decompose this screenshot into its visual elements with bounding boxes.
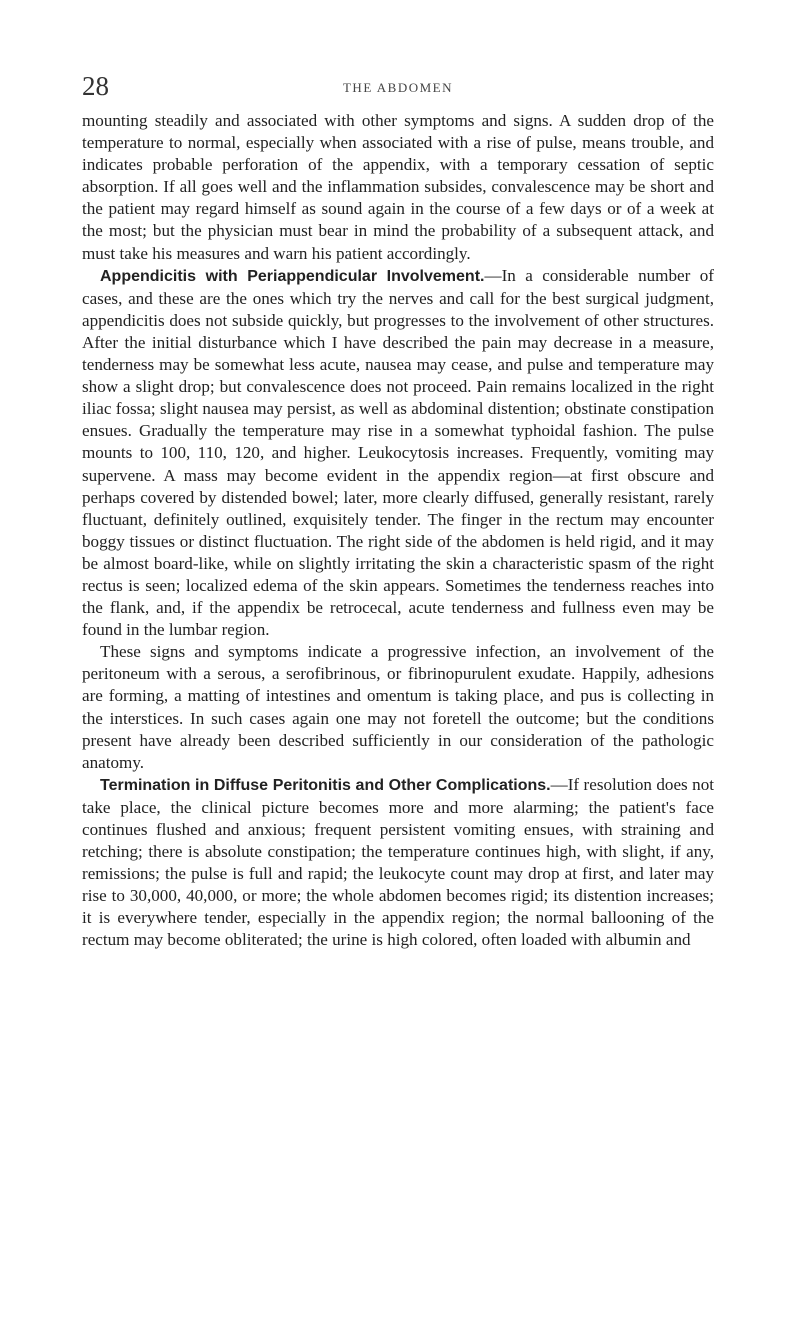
paragraph-diffuse-peritonitis (82, 774, 714, 952)
paragraph-text: mounting steadily and associated with other symptoms and signs. A sudden drop of the temperature to normal, especially when associated with a rise of pulse, means trouble, and indicates probable perforation of the appendix, with a temporary cessation of septic absorption. If all goes well and the inflammation subsides, convalescence may be short and the patient may regard himself as sound again in the course of a few days or of a week at the most; but the physician must bear in mind the probability of a subsequent attack, and must take his measures and warn his patient accordingly. (82, 111, 714, 263)
section-heading-diffuse-peritonitis: Termination in Diffuse Peritonitis and Other Complications. (100, 776, 551, 794)
book-page (82, 70, 714, 952)
paragraph-text: These signs and symptoms indicate a progressive infection, an involvement of the peritoneum with a serous, a serofibrinous, or fibrinopurulent exudate. Happily, adhesions are forming, a matting of intestines and omentum is taking place, and pus is collecting in the interstices. In such cases again one may not foretell the outcome; but the conditions present have already been described sufficiently in our consideration of the pathologic anatomy. (82, 642, 714, 772)
body-text (82, 110, 714, 952)
paragraph-text: —If resolution does not take place, the clinical picture becomes more and more alarming; the patient's face continues flushed and anxious; frequent persistent vomiting ensues, with straining and retching; there is absolute constipation; the temperature continues high, with slight, if any, remissions; the pulse is full and rapid; the leukocyte count may drop at first, and later may rise to 30,000, 40,000, or more; the whole abdomen becomes rigid; its distention increases; it is everywhere tender, especially in the appendix region; the normal ballooning of the rectum may become obliterated; the urine is high colored, often loaded with albumin and (82, 774, 714, 950)
running-head: THE ABDOMEN (342, 80, 454, 95)
page-header (82, 70, 714, 110)
paragraph-signs-symptoms (82, 641, 714, 774)
page-number: 28 (82, 71, 109, 101)
paragraph-continuation (82, 110, 714, 265)
section-heading-periappendicular: Appendicitis with Periappendicular Involvement. (100, 267, 485, 285)
paragraph-text: —In a considerable number of cases, and these are the ones which try the nerves and call for the best surgical judgment, appendicitis does not subside quickly, but progresses to the involvement of other structures. After the initial disturbance which I have described the pain may decrease in a measure, tenderness may be somewhat less acute, nausea may cease, and pulse and temperature may show a slight drop; but convalescence does not proceed. Pain remains localized in the right iliac fossa; slight nausea may persist, as well as abdominal distention; obstinate constipation ensues. Gradually the temperature may rise in a somewhat typhoidal fashion. The pulse mounts to 100, 110, 120, and higher. Leukocytosis increases. Frequently, vomiting may supervene. A mass may become evident in the appendix region—at first obscure and perhaps covered by distended bowel; later, more clearly diffused, generally resistant, rarely fluctuant, definitely outlined, exquisitely tender. The finger in the rectum may encounter boggy tissues or distinct fluctuation. The right side of the abdomen is held rigid, and it may be almost board-like, while on slightly irritating the skin a characteristic spasm of the right rectus is seen; localized edema of the skin appears. Sometimes the tenderness reaches into the flank, and, if the appendix be retrocecal, acute tenderness and fullness even may be found in the lumbar region. (82, 265, 714, 640)
paragraph-periappendicular (82, 265, 714, 642)
